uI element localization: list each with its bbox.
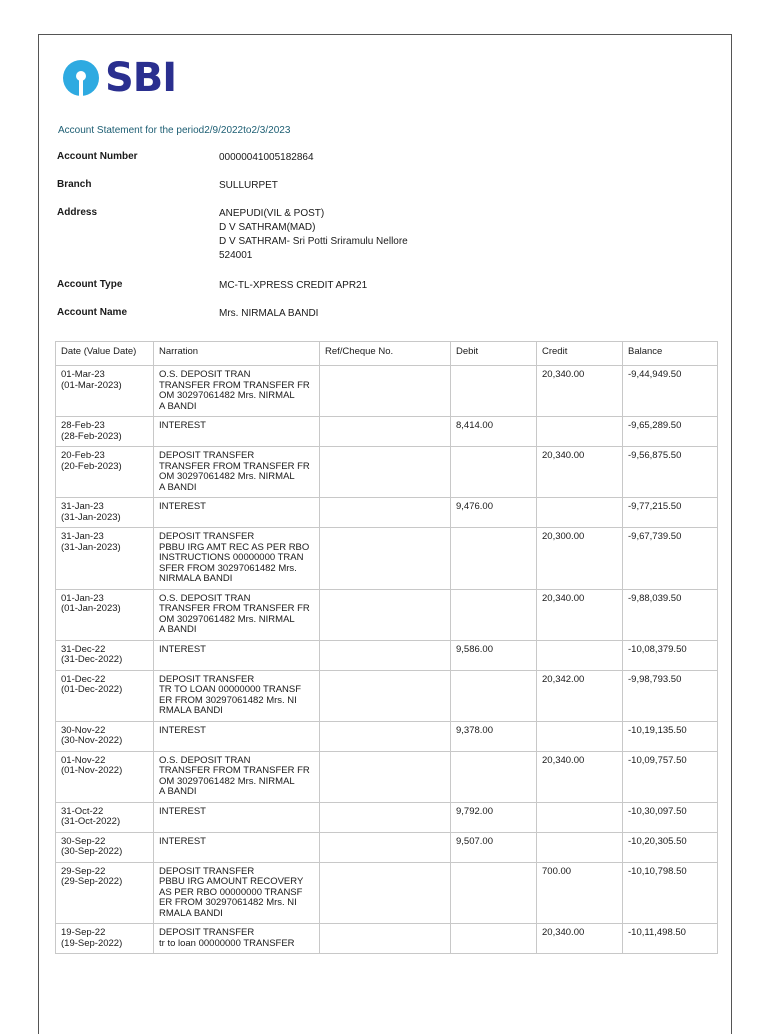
narration-cell-line: AS PER RBO 00000000 TRANSF [159,886,303,898]
table-row [56,366,718,417]
date-cell-line: (01-Mar-2023) [61,379,122,391]
account-number-label: Account Number [57,151,138,162]
account-type-value: MC-TL-XPRESS CREDIT APR21 [219,280,368,291]
branch-value: SULLURPET [219,180,278,191]
date-cell-line: (31-Dec-2022) [61,654,123,665]
date-cell-line: 01-Dec-22 [61,673,106,685]
narration-cell-line: O.S. DEPOSIT TRAN [159,369,251,380]
narration-cell-line: OM 30297061482 Mrs. NIRMAL [159,775,295,787]
credit-cell: 20,342.00 [537,670,623,721]
debit-cell [451,924,537,954]
date-cell-line: (19-Sep-2022) [61,937,123,949]
table-row [56,670,718,721]
date-cell-line: (20-Feb-2023) [61,460,122,472]
narration-cell-line: A BANDI [159,481,197,493]
column-header-credit: Credit [537,342,623,366]
ref-cell [320,862,451,924]
ref-cell [320,417,451,447]
table-row [56,862,718,924]
statement-period: Account Statement for the period2/9/2022to2/3/2023 [58,125,291,136]
date-cell [56,670,154,721]
narration-cell-line: INTEREST [159,805,206,817]
narration-cell-line: DEPOSIT TRANSFER [159,927,255,938]
narration-cell-line: INTEREST [159,420,206,431]
credit-cell: 20,340.00 [537,366,623,417]
balance-cell: -9,44,949.50 [623,366,718,417]
address-line: ANEPUDI(VIL & POST) [219,208,325,219]
date-cell [56,528,154,590]
date-cell-line: 01-Jan-23 [61,592,104,604]
date-cell-line: (01-Jan-2023) [61,603,121,614]
narration-cell-line: PBBU IRG AMOUNT RECOVERY [159,876,304,887]
narration-cell-line: DEPOSIT TRANSFER [159,673,255,685]
date-cell [56,832,154,862]
credit-cell: 20,340.00 [537,447,623,498]
sbi-logo [61,57,176,99]
narration-cell-line: O.S. DEPOSIT TRAN [159,592,251,604]
credit-cell [537,832,623,862]
narration-cell [154,498,320,528]
balance-cell: -10,30,097.50 [623,802,718,832]
narration-cell [154,417,320,447]
narration-cell-line: PBBU IRG AMT REC AS PER RBO [159,541,310,553]
branch-label: Branch [57,179,92,190]
debit-cell: 9,378.00 [451,721,537,751]
debit-cell [451,751,537,802]
transactions-table [55,341,718,954]
narration-cell-line: A BANDI [159,624,197,635]
ref-cell [320,528,451,590]
credit-cell [537,802,623,832]
address-label: Address [57,207,98,218]
date-cell [56,447,154,498]
credit-cell [537,498,623,528]
narration-cell-line: tr to loan 00000000 TRANSFER [159,937,295,949]
table-row [56,447,718,498]
account-name-value: Mrs. NIRMALA BANDI [219,308,319,319]
narration-cell-line: TR TO LOAN 00000000 TRANSF [159,684,302,695]
account-number-value: 00000041005182864 [219,152,314,163]
date-cell-line: (30-Nov-2022) [61,735,123,746]
date-cell [56,589,154,640]
narration-cell-line: OM 30297061482 Mrs. NIRMAL [159,613,295,625]
table-row [56,802,718,832]
narration-cell-line: TRANSFER FROM TRANSFER FR [159,460,310,472]
date-cell-line: (31-Jan-2023) [61,511,121,523]
date-cell [56,924,154,954]
balance-cell: -10,11,498.50 [623,924,718,954]
table-row [56,417,718,447]
narration-cell [154,447,320,498]
debit-cell: 9,507.00 [451,832,537,862]
balance-cell: -10,08,379.50 [623,640,718,670]
narration-cell [154,640,320,670]
date-cell-line: (28-Feb-2023) [61,430,122,442]
column-header-date: Date (Value Date) [56,342,154,366]
date-cell [56,802,154,832]
debit-cell [451,589,537,640]
credit-cell [537,721,623,751]
date-cell-line: (30-Sep-2022) [61,846,123,857]
column-header-ref: Ref/Cheque No. [320,342,451,366]
narration-cell-line: A BANDI [159,400,197,412]
ref-cell [320,589,451,640]
table-row [56,498,718,528]
narration-cell-line: INTEREST [159,724,206,736]
ref-cell [320,721,451,751]
date-cell-line: (29-Sep-2022) [61,876,123,887]
debit-cell: 9,476.00 [451,498,537,528]
credit-cell: 700.00 [537,862,623,924]
debit-cell: 8,414.00 [451,417,537,447]
credit-cell: 20,340.00 [537,589,623,640]
credit-cell: 20,340.00 [537,924,623,954]
narration-cell [154,589,320,640]
narration-cell [154,862,320,924]
account-type-label: Account Type [57,279,123,290]
balance-cell: -9,88,039.50 [623,589,718,640]
narration-cell-line: ER FROM 30297061482 Mrs. NI [159,897,297,908]
balance-cell: -10,19,135.50 [623,721,718,751]
address-line: 524001 [219,250,253,261]
date-cell-line: 30-Nov-22 [61,724,106,736]
narration-cell-line: ER FROM 30297061482 Mrs. NI [159,694,297,706]
date-cell-line: 31-Jan-23 [61,531,104,542]
balance-cell: -9,98,793.50 [623,670,718,721]
narration-cell [154,721,320,751]
table-row [56,832,718,862]
date-cell-line: (31-Jan-2023) [61,541,121,553]
statement-page [38,34,732,1034]
debit-cell [451,366,537,417]
balance-cell: -9,56,875.50 [623,447,718,498]
date-cell [56,862,154,924]
date-cell [56,498,154,528]
debit-cell: 9,586.00 [451,640,537,670]
table-row [56,751,718,802]
narration-cell-line: OM 30297061482 Mrs. NIRMAL [159,390,295,401]
date-cell-line: 01-Mar-23 [61,369,105,380]
narration-cell-line: DEPOSIT TRANSFER [159,865,255,877]
date-cell [56,640,154,670]
narration-cell-line: TRANSFER FROM TRANSFER FR [159,765,310,776]
table-row [56,721,718,751]
narration-cell [154,802,320,832]
date-cell [56,417,154,447]
column-header-narration: Narration [154,342,320,366]
narration-cell [154,366,320,417]
date-cell-line: 31-Dec-22 [61,643,106,655]
credit-cell: 20,340.00 [537,751,623,802]
narration-cell-line: INSTRUCTIONS 00000000 TRAN [159,552,304,563]
ref-cell [320,802,451,832]
date-cell-line: 29-Sep-22 [61,865,106,877]
table-row [56,589,718,640]
column-header-debit: Debit [451,342,537,366]
date-cell-line: (01-Dec-2022) [61,684,123,695]
narration-cell-line: O.S. DEPOSIT TRAN [159,754,251,766]
narration-cell-line: RMALA BANDI [159,705,223,716]
ref-cell [320,366,451,417]
narration-cell-line: OM 30297061482 Mrs. NIRMAL [159,471,295,482]
table-row [56,640,718,670]
date-cell-line: 01-Nov-22 [61,754,106,766]
date-cell-line: 30-Sep-22 [61,835,106,847]
balance-cell: -10,09,757.50 [623,751,718,802]
balance-cell: -10,20,305.50 [623,832,718,862]
ref-cell [320,832,451,862]
debit-cell [451,670,537,721]
credit-cell: 20,300.00 [537,528,623,590]
narration-cell-line: INTEREST [159,835,206,847]
address-line: D V SATHRAM- Sri Potti Sriramulu Nellore [219,236,408,247]
date-cell-line: 28-Feb-23 [61,420,105,431]
debit-cell [451,528,537,590]
ref-cell [320,447,451,498]
debit-cell [451,862,537,924]
date-cell-line: (01-Nov-2022) [61,765,123,776]
narration-cell-line: INTEREST [159,501,206,512]
narration-cell-line: DEPOSIT TRANSFER [159,531,255,542]
table-header-row [56,342,718,366]
date-cell [56,721,154,751]
narration-cell-line: TRANSFER FROM TRANSFER FR [159,603,310,614]
table-row [56,528,718,590]
narration-cell-line: A BANDI [159,786,197,797]
column-header-balance: Balance [623,342,718,366]
narration-cell-line: DEPOSIT TRANSFER [159,450,255,461]
credit-cell [537,640,623,670]
date-cell-line: 20-Feb-23 [61,450,105,461]
narration-cell [154,832,320,862]
ref-cell [320,670,451,721]
credit-cell [537,417,623,447]
address-value [219,207,408,263]
balance-cell: -9,65,289.50 [623,417,718,447]
narration-cell-line: NIRMALA BANDI [159,573,233,584]
date-cell-line: 31-Oct-22 [61,805,104,817]
balance-cell: -9,67,739.50 [623,528,718,590]
narration-cell-line: INTEREST [159,643,206,655]
balance-cell: -10,10,798.50 [623,862,718,924]
balance-cell: -9,77,215.50 [623,498,718,528]
ref-cell [320,751,451,802]
ref-cell [320,924,451,954]
sbi-logo-icon [61,58,101,98]
logo-text: SBI [105,55,177,101]
narration-cell-line: SFER FROM 30297061482 Mrs. [159,562,297,574]
narration-cell [154,751,320,802]
address-line: D V SATHRAM(MAD) [219,222,316,233]
narration-cell-line: RMALA BANDI [159,907,223,919]
table-row [56,924,718,954]
ref-cell [320,498,451,528]
ref-cell [320,640,451,670]
date-cell-line: 31-Jan-23 [61,501,104,512]
debit-cell [451,447,537,498]
debit-cell: 9,792.00 [451,802,537,832]
date-cell-line: (31-Oct-2022) [61,816,121,827]
narration-cell-line: TRANSFER FROM TRANSFER FR [159,379,310,391]
narration-cell [154,670,320,721]
date-cell-line: 19-Sep-22 [61,927,106,938]
narration-cell [154,924,320,954]
date-cell [56,366,154,417]
narration-cell [154,528,320,590]
date-cell [56,751,154,802]
account-name-label: Account Name [57,307,128,318]
